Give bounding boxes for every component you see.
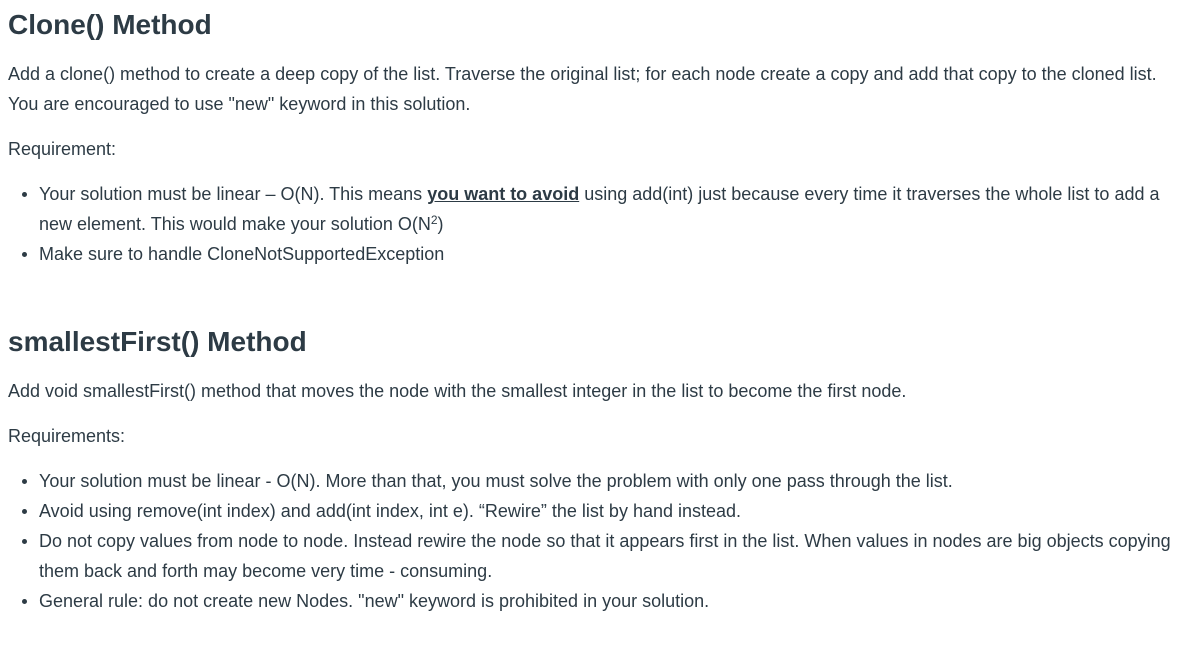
smallest-requirement-item: Avoid using remove(int index) and add(int index, int e). “Rewire” the list by hand instead. (39, 496, 1173, 526)
smallest-requirement-item: Your solution must be linear - O(N). More than that, you must solve the problem with only one pass through the list. (39, 466, 1173, 496)
clone-method-heading: Clone() Method (8, 9, 212, 40)
avoid-emphasis: you want to avoid (427, 184, 580, 204)
clone-method-section (8, 0, 1173, 269)
clone-method-description: Add a clone() method to create a deep copy of the list. Traverse the original list; for each node create a copy and add that copy to the cloned list. You are encouraged to use "new" keyword in this solution. (8, 64, 1157, 114)
smallest-first-method-section (8, 324, 1173, 616)
clone-item1-text-end: ) (437, 214, 444, 234)
clone-requirement-label: Requirement: (8, 139, 117, 159)
smallest-first-description: Add void smallestFirst() method that moves the node with the smallest integer in the list to become the first node. (8, 381, 907, 401)
squared-superscript: 2 (430, 213, 438, 227)
clone-item1-text-start: Your solution must be linear – O(N). This means (39, 184, 428, 204)
clone-requirement-list (8, 179, 1173, 269)
smallest-requirement-item: Do not copy values from node to node. Instead rewire the node so that it appears first in the list. When values in nodes are big objects copying them back and forth may become very time - consuming. (39, 526, 1173, 586)
clone-item1-text-middle: using add(int) just because every time it traverses the whole list to add a new element. This would make your solution O(N (39, 184, 1160, 234)
smallest-requirement-item: General rule: do not create new Nodes. "new" keyword is prohibited in your solution. (39, 586, 1173, 616)
smallest-first-requirement-list (8, 466, 1173, 616)
smallest-first-requirements-label: Requirements: (8, 426, 126, 446)
clone-requirement-item-exception: Make sure to handle CloneNotSupportedException (39, 239, 1173, 269)
clone-requirement-item-linear (39, 179, 1173, 239)
smallest-first-heading: smallestFirst() Method (8, 326, 307, 357)
